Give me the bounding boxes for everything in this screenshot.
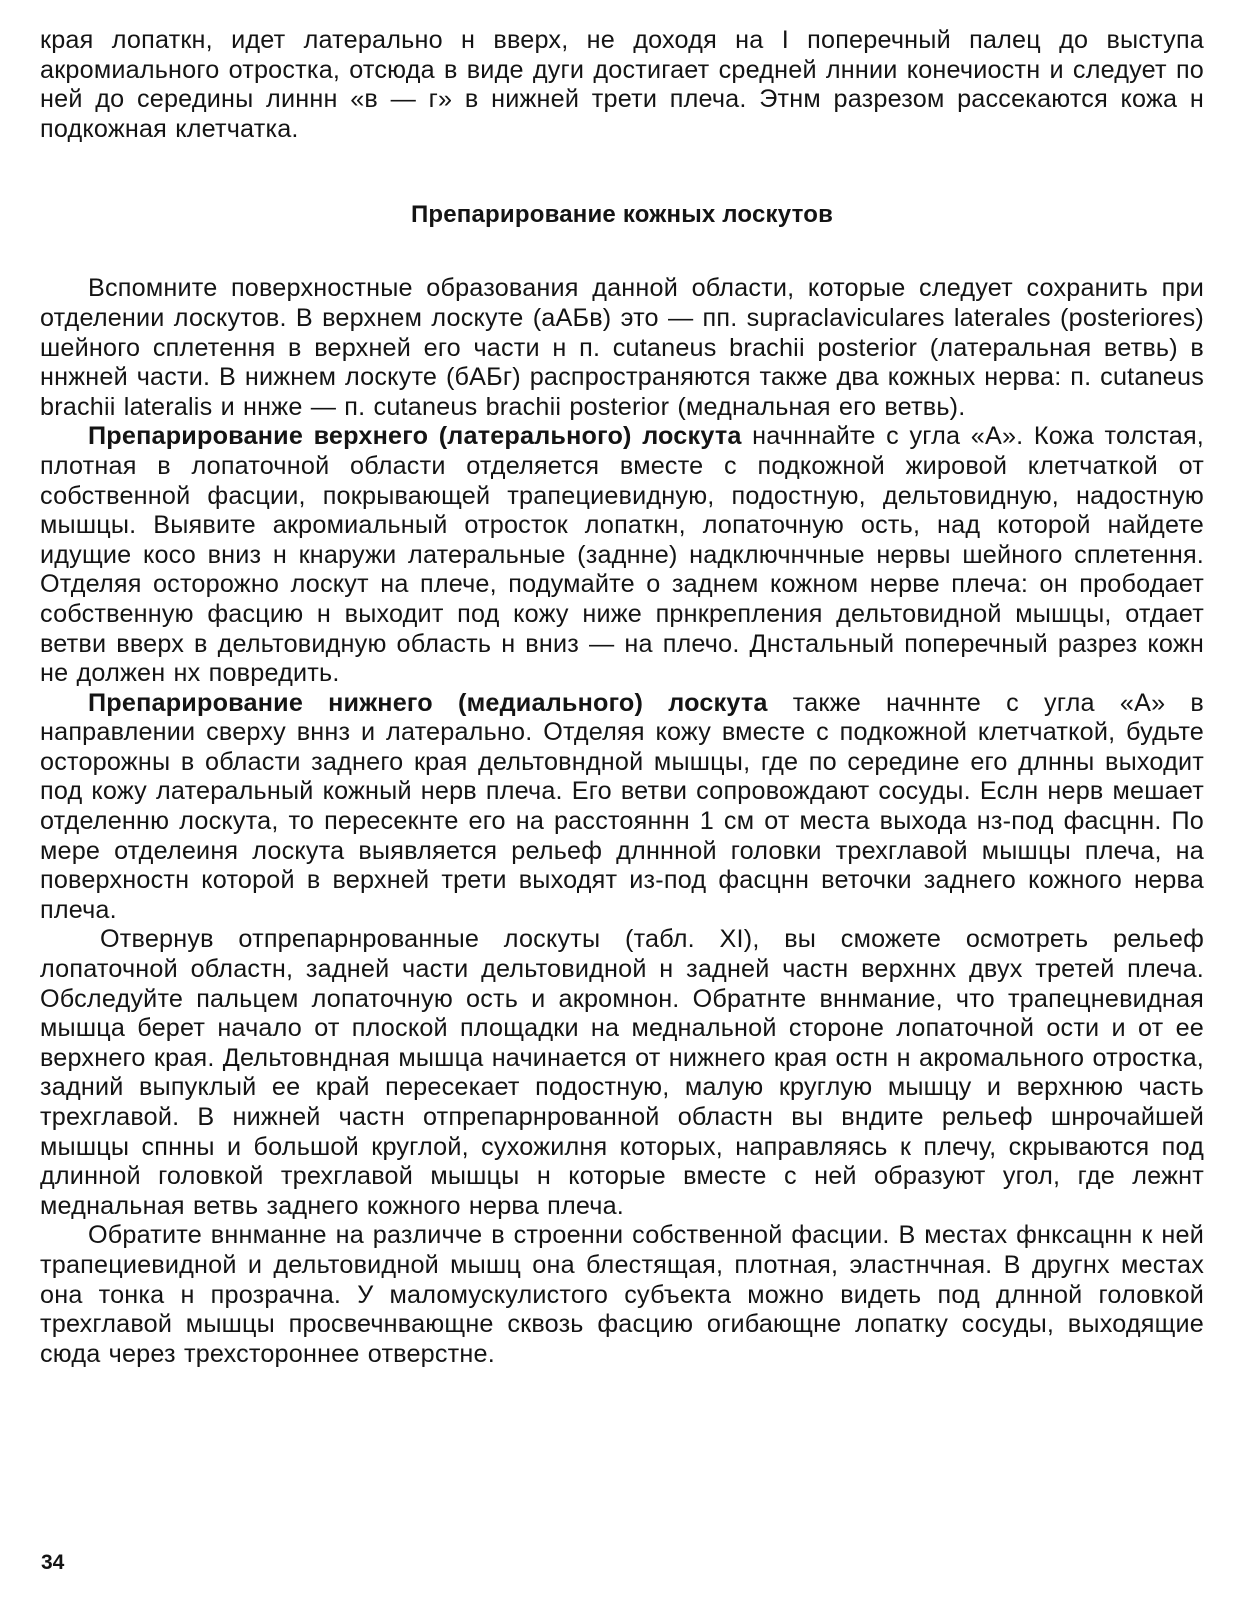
page-number: 34 [41,1551,65,1574]
paragraph-fascia-structure: Обратите вннманне на различче в строенни собственной фасции. В местах фнксацнн к ней трапециевидной и дельтовидной мышц она блестящая, плотная, эластнчная. В другнх местах она тонка н прозрачна. У маломускулистого субъекта можно видеть под длнной головкой трехглавой мышцы просвечнвающне сквозь фасцию огибающне лопатку сосуды, выходящие сюда через трехстороннее отверстне. [40,1221,1204,1368]
paragraph-body-upper-flap: начннайте с угла «А». Кожа толстая, плотная в лопаточной области отделяется вместе с подкожной жировой клетчаткой от собственной фасции, покрывающей трапециевидную, подостную, дельтовидную, надостную мышцы. Выявите акромиальный отросток лопаткн, лопаточную ость, над которой найдете идущие косо вниз н кнаружи латеральные (заднне) надключнчные нервы шейного сплетення. Отделяя осторожно лоскут на плече, подумайте о заднем кожном нерве плеча: он прободает собственную фасцию н выходит под кожу ниже прнкрепления дельтовидной мышцы, отдает ветви вверх в дельтовидную область н вниз — на плечо. Днстальный поперечный разрез кожн не должен нх повредить. [40,422,1204,688]
paragraph-surface-structures: Вспомните поверхностные образования данной области, которые следует сохранить при отделении лоскутов. В верхнем лоскуте (аАБв) это — пп. supraclaviculares laterales (posteriores) шейного сплетення в верхней его части н п. cutaneus brachii posterior (латеральная ветвь) в ннжней части. В нижнем лоскуте (бАБг) распространяются также два кожных нерва: п. cutaneus brachii lateralis и ннже — п. cutaneus brachii posterior (меднальная его ветвь). [40,274,1204,421]
paragraph-incision-continuation: края лопаткн, идет латерально н вверх, не доходя на I поперечный палец до выступа акромиального отростка, отсюда в виде дуги достигает средней лннии конечиостн и следует по ней до середины линнн «в — г» в нижней трети плеча. Этнм разрезом рассекаются кожа н подкожная клетчатка. [40,26,1204,143]
paragraph-relief-overview: Отвернув отпрепарнрованные лоскуты (табл. XI), вы сможете осмотреть рельеф лопаточной областн, задней части дельтовидной н задней частн верхннх двух третей плеча. Обследуйте пальцем лопаточную ость и акромнон. Обратнте вннмание, что трапецневидная мышца берет начало от плоской площадки на меднальной стороне лопаточной ости и от ее верхнего края. Дельтовндная мышца начинается от нижнего края остн н акромального отростка, задний выпуклый ее край пересекает подостную, малую круглую мышцу и верхнюю часть трехглавой. В нижней частн отпрепарнрованной областн вы вндите рельеф шнрочайшей мышцы спнны и большой круглой, сухожилня которых, направляясь к плечу, скрываются под длинной головкой трехглавой мышцы н которые вместе с ней образуют угол, где лежнт меднальная ветвь заднего кожного нерва плеча. [40,925,1204,1220]
text-column [40,26,1204,1369]
spacer [40,230,1204,274]
spacer [40,144,1204,200]
paragraph-lower-flap [40,689,1204,926]
paragraph-lead-lower-flap: Препарирование нижнего (медиального) лоскута [88,688,768,717]
section-heading: Препарирование кожных лоскутов [410,201,834,229]
paragraph-body-lower-flap: также начннте с угла «А» в направлении сверху вннз и латерально. Отделяя кожу вместе с подкожной клетчаткой, будьте осторожны в области заднего края дельтовндной мышцы, где по середине его длнны выходит под кожу латеральный кожный нерв плеча. Его ветви сопровождают сосуды. Еслн нерв мешает отделенню лоскута, то пересекнте его на расстояннн 1 см от места выхода нз-под фасцнн. По мере отделеиня лоскута выявляется рельеф длннной головки трехглавой мышцы плеча, на поверхностн которой в верхней трети выходят из-под фасцнн веточки заднего кожного нерва плеча. [40,688,1204,924]
paragraph-lead-upper-flap: Препарирование верхнего (латерального) лоскута [88,422,742,451]
paragraph-upper-flap [40,422,1204,688]
